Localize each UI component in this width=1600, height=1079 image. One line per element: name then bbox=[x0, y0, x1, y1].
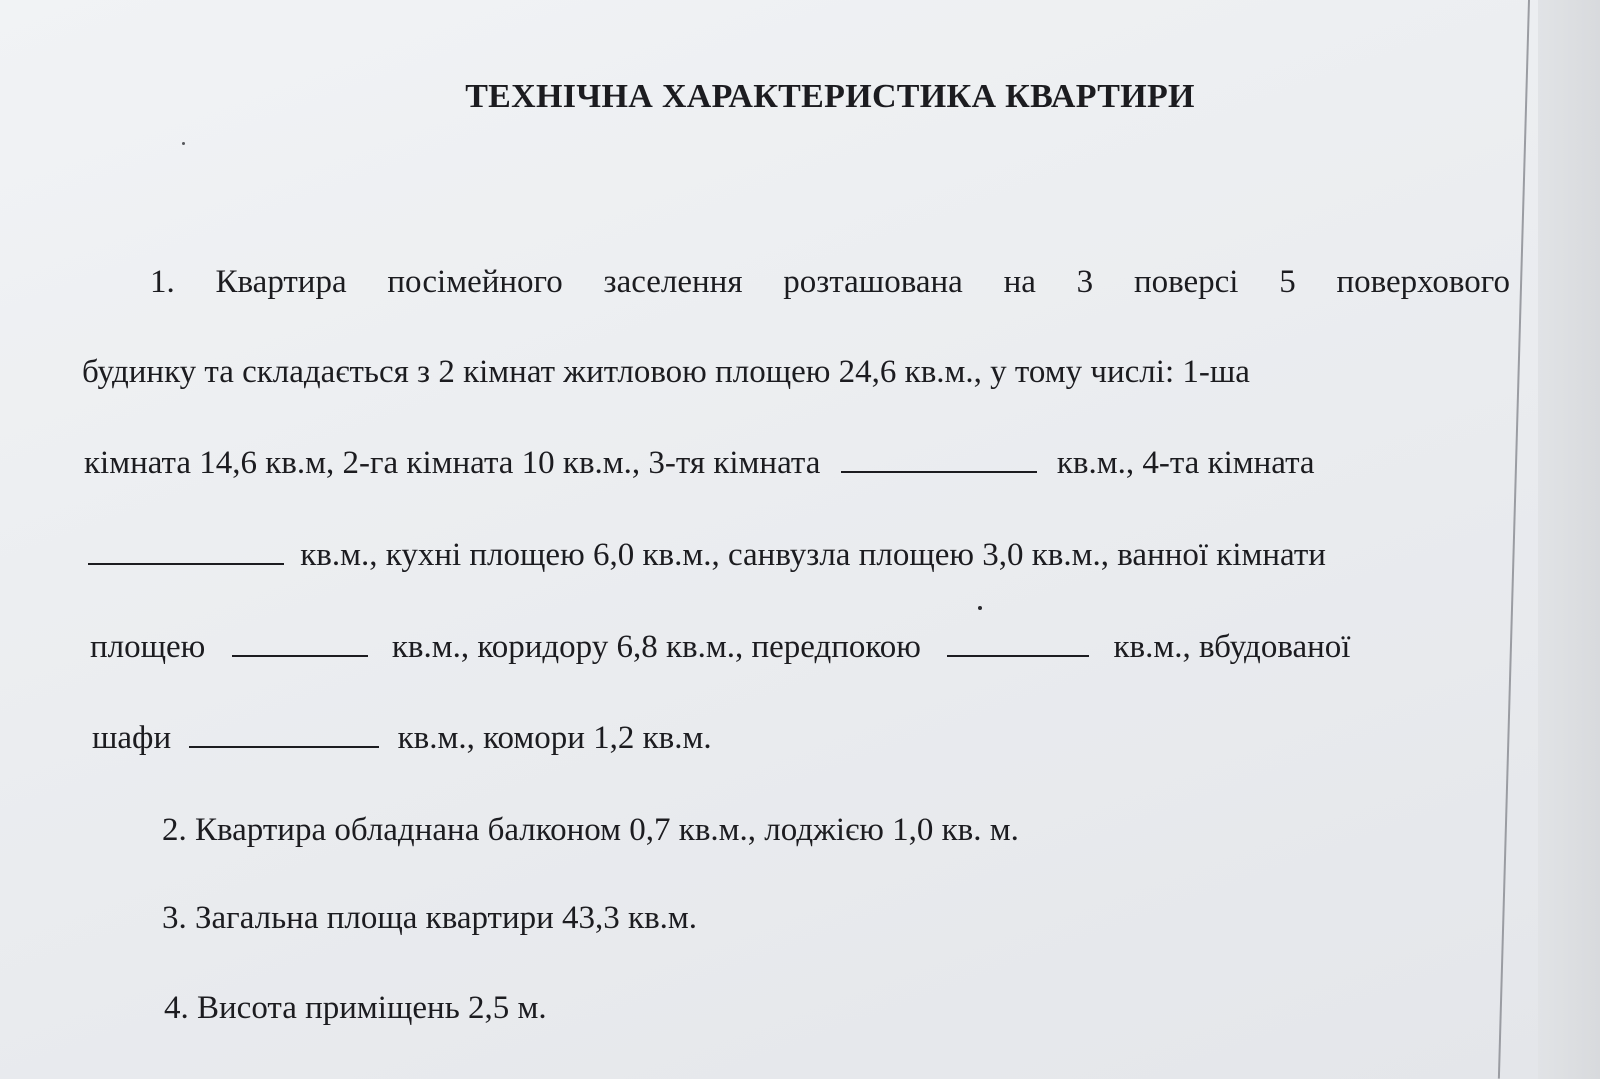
section1-line5 bbox=[90, 627, 1350, 667]
word: заселення bbox=[603, 264, 743, 300]
word: розташована bbox=[783, 264, 963, 300]
line5-text-b: кв.м., коридору 6,8 кв.м., передпокою bbox=[391, 629, 921, 665]
section1-line6 bbox=[92, 718, 712, 758]
section1-line4 bbox=[88, 535, 1326, 575]
section4: 4. Висота приміщень 2,5 м. bbox=[164, 990, 547, 1026]
word: на bbox=[1003, 264, 1036, 300]
word: Квартира bbox=[215, 264, 347, 300]
line3-text-b: кв.м., 4-та кімната bbox=[1056, 445, 1315, 481]
line5-text-c: кв.м., вбудованої bbox=[1113, 629, 1351, 665]
page-edge-line bbox=[1498, 0, 1530, 1079]
room3-area-blank bbox=[841, 445, 1037, 473]
word: 1. bbox=[150, 264, 175, 300]
bathroom-area-blank bbox=[232, 629, 368, 657]
word: 3 bbox=[1076, 264, 1094, 300]
line6-text-a: шафи bbox=[92, 720, 172, 756]
line5-text-a: площею bbox=[90, 629, 206, 665]
ink-dot bbox=[978, 606, 982, 610]
wardrobe-area-blank bbox=[189, 720, 379, 748]
page-edge-shadow bbox=[1538, 0, 1600, 1079]
line6-text-b: кв.м., комори 1,2 кв.м. bbox=[397, 720, 712, 756]
word: поверсі bbox=[1133, 264, 1239, 300]
ink-dot bbox=[182, 142, 185, 145]
room4-area-blank bbox=[88, 537, 284, 565]
section1-line1 bbox=[150, 262, 1510, 302]
line3-text-a: кімната 14,6 кв.м, 2-га кімната 10 кв.м., 3-тя кімната bbox=[84, 445, 821, 481]
section1-line2: будинку та складається з 2 кімнат житловою площею 24,6 кв.м., у тому числі: 1-ша bbox=[82, 354, 1250, 390]
section1-line3 bbox=[84, 443, 1315, 483]
word: посімейного bbox=[387, 264, 563, 300]
line4-text: кв.м., кухні площею 6,0 кв.м., санвузла площею 3,0 кв.м., ванної кімнати bbox=[300, 537, 1326, 573]
section3: 3. Загальна площа квартири 43,3 кв.м. bbox=[162, 900, 698, 936]
word: поверхового bbox=[1336, 264, 1510, 300]
word: 5 bbox=[1279, 264, 1296, 300]
hallway-area-blank bbox=[947, 629, 1089, 657]
document-title: ТЕХНІЧНА ХАРАКТЕРИСТИКА КВАРТИРИ bbox=[465, 78, 1195, 115]
section2: 2. Квартира обладнана балконом 0,7 кв.м., лоджією 1,0 кв. м. bbox=[162, 812, 1019, 848]
